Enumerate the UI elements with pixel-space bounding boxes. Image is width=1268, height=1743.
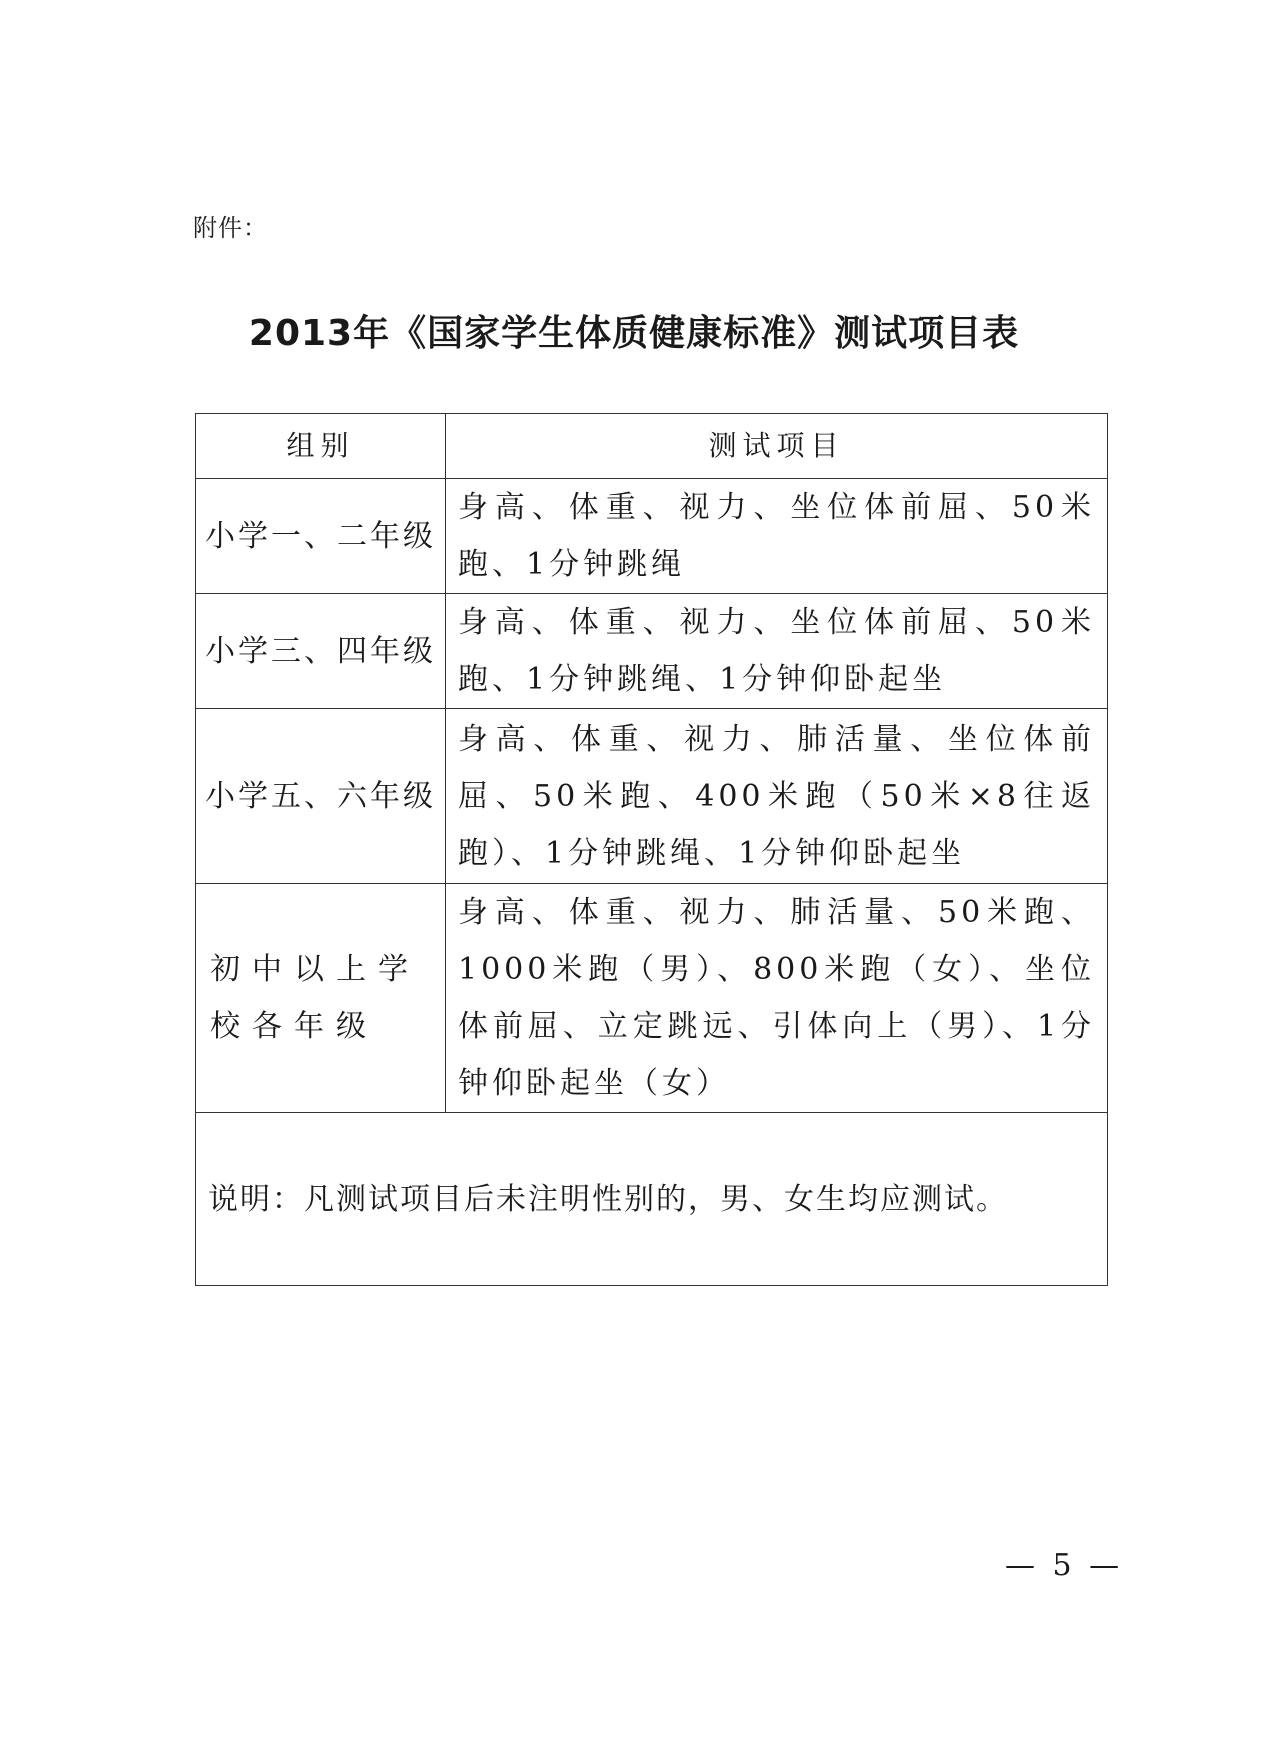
header-tests: 测试项目 [446, 414, 1108, 479]
table-row [196, 884, 1108, 1113]
row-group: 初中以上学校各年级 [196, 884, 446, 1113]
header-group: 组别 [196, 414, 446, 479]
table-row [196, 594, 1108, 709]
table-header-row [196, 414, 1108, 479]
table-note-row [196, 1113, 1108, 1286]
row-tests: 身高、体重、视力、肺活量、坐位体前屈、50米跑、400米跑（50米×8往返跑）、1分钟跳绳、1分钟仰卧起坐 [446, 709, 1108, 884]
page-number: — 5 — [1005, 1548, 1124, 1583]
row-group: 小学一、二年级 [196, 479, 446, 594]
attachment-label: 附件： [193, 214, 268, 242]
table-row [196, 709, 1108, 884]
table-row [196, 479, 1108, 594]
table-note: 说明：凡测试项目后未注明性别的，男、女生均应测试。 [196, 1113, 1108, 1286]
row-group: 小学三、四年级 [196, 594, 446, 709]
row-group: 小学五、六年级 [196, 709, 446, 884]
test-items-table [195, 413, 1108, 1286]
row-tests: 身高、体重、视力、肺活量、50米跑、1000米跑（男）、800米跑（女）、坐位体前屈、立定跳远、引体向上（男）、1分钟仰卧起坐（女） [446, 884, 1108, 1113]
row-tests: 身高、体重、视力、坐位体前屈、50米跑、1分钟跳绳、1分钟仰卧起坐 [446, 594, 1108, 709]
document-title: 2013年《国家学生体质健康标准》测试项目表 [248, 313, 1020, 354]
row-tests: 身高、体重、视力、坐位体前屈、50米跑、1分钟跳绳 [446, 479, 1108, 594]
